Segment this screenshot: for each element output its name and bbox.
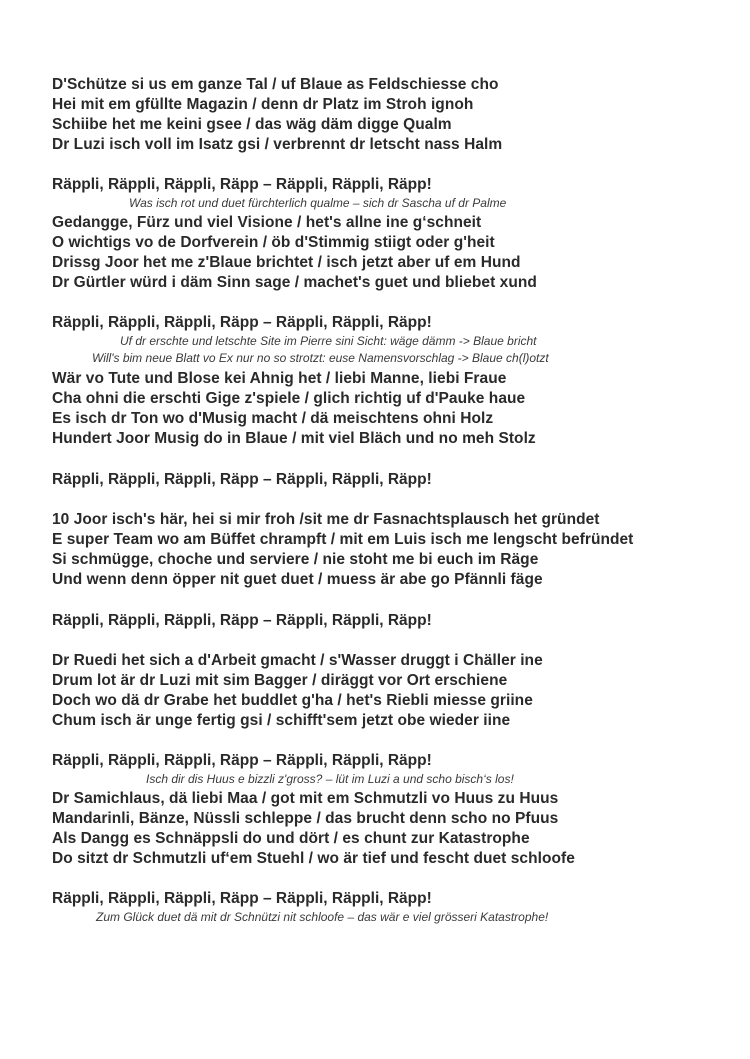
verse-line: Gedangge, Fürz und viel Visione / het's allne ine g‘schneit [52,214,482,231]
annotation-note: Was isch rot und duet fürchterlich qualme – sich dr Sascha uf dr Palme [129,196,507,210]
verse-line: Und wenn denn öpper nit guet duet / muess är abe go Pfännli fäge [52,571,543,588]
refrain-line: Räppli, Räppli, Räppli, Räpp – Räppli, Räppli, Räpp! [52,471,432,488]
verse-line: Cha ohni die erschti Gige z'spiele / glich richtig uf d'Pauke haue [52,390,526,407]
refrain-line: Räppli, Räppli, Räppli, Räpp – Räppli, Räppli, Räpp! [52,752,432,769]
annotation-note: Uf dr erschte und letschte Site im Pierre sini Sicht: wäge dämm -> Blaue bricht [120,334,537,348]
verse-line: Wär vo Tute und Blose kei Ahnig het / liebi Manne, liebi Fraue [52,370,507,387]
verse-line: D'Schütze si us em ganze Tal / uf Blaue as Feldschiesse cho [52,76,499,93]
verse-line: Drissg Joor het me z'Blaue brichtet / isch jetzt aber uf em Hund [52,254,521,271]
verse-line: Mandarinli, Bänze, Nüssli schleppe / das brucht denn scho no Pfuus [52,810,559,827]
verse-line: O wichtigs vo de Dorfverein / öb d'Stimmig stiigt oder g'heit [52,234,495,251]
verse-line: E super Team wo am Büffet chrampft / mit em Luis isch me lengscht befründet [52,531,634,548]
annotation-note: Isch dir dis Huus e bizzli z'gross? – lüt im Luzi a und scho bisch‘s los! [146,772,514,786]
refrain-line: Räppli, Räppli, Räppli, Räpp – Räppli, Räppli, Räpp! [52,314,432,331]
verse-line: Es isch dr Ton wo d'Musig macht / dä meischtens ohni Holz [52,410,494,427]
refrain-line: Räppli, Räppli, Räppli, Räpp – Räppli, Räppli, Räpp! [52,612,432,629]
annotation-note: Zum Glück duet dä mit dr Schnützi nit schloofe – das wär e viel grösseri Katastrophe! [96,910,549,924]
verse-line: Hei mit em gfüllte Magazin / denn dr Platz im Stroh ignoh [52,96,474,113]
verse-line: Hundert Joor Musig do in Blaue / mit viel Bläch und no meh Stolz [52,430,536,447]
verse-line: Dr Gürtler würd i däm Sinn sage / machet's guet und bliebet xund [52,274,537,291]
refrain-line: Räppli, Räppli, Räppli, Räpp – Räppli, Räppli, Räpp! [52,890,432,907]
verse-line: Drum lot är dr Luzi mit sim Bagger / diräggt vor Ort erschiene [52,672,508,689]
verse-line: 10 Joor isch's här, hei si mir froh /sit me dr Fasnachtsplausch het gründet [52,511,600,528]
verse-line: Dr Luzi isch voll im Isatz gsi / verbrennt dr letscht nass Halm [52,136,503,153]
refrain-line: Räppli, Räppli, Räppli, Räpp – Räppli, Räppli, Räpp! [52,176,432,193]
verse-line: Chum isch är unge fertig gsi / schifft'sem jetzt obe wieder iine [52,712,511,729]
verse-line: Si schmügge, choche und serviere / nie stoht me bi euch im Räge [52,551,539,568]
verse-line: Schiibe het me keini gsee / das wäg däm digge Qualm [52,116,452,133]
annotation-note: Will's bim neue Blatt vo Ex nur no so strotzt: euse Namensvorschlag -> Blaue ch(l)otzt [92,351,549,365]
verse-line: Als Dangg es Schnäppsli do und dört / es chunt zur Katastrophe [52,830,530,847]
verse-line: Do sitzt dr Schmutzli uf‘em Stuehl / wo är tief und fescht duet schloofe [52,850,575,867]
verse-line: Dr Ruedi het sich a d'Arbeit gmacht / s'Wasser druggt i Chäller ine [52,652,543,669]
verse-line: Doch wo dä dr Grabe het buddlet g'ha / het's Riebli miesse griine [52,692,533,709]
verse-line: Dr Samichlaus, dä liebi Maa / got mit em Schmutzli vo Huus zu Huus [52,790,559,807]
